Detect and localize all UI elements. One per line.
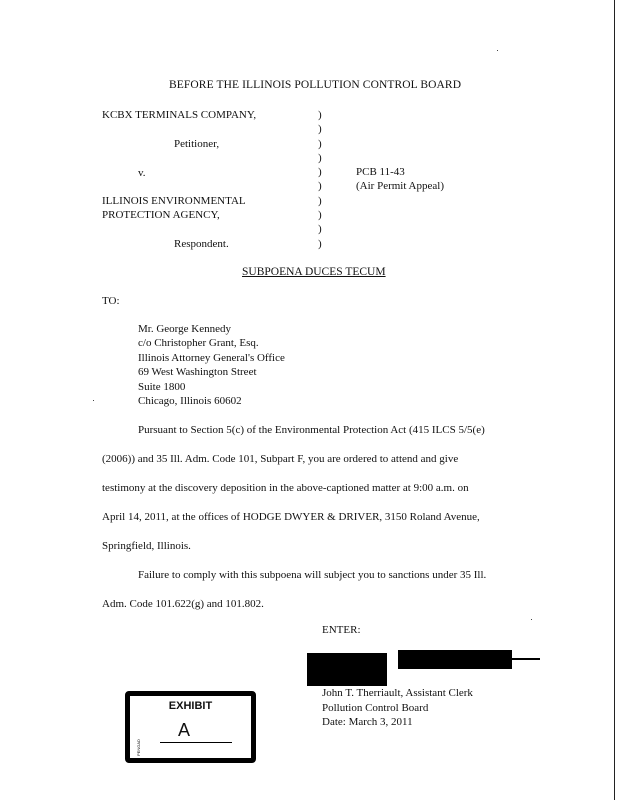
enter-label: ENTER: (322, 624, 361, 636)
body-line: testimony at the discovery deposition in the above-captioned matter at 9:00 a.m. on (102, 482, 469, 494)
respondent-name-line2: PROTECTION AGENCY, (102, 209, 220, 221)
page-title: BEFORE THE ILLINOIS POLLUTION CONTROL BOARD (169, 79, 462, 91)
redacted-signature (398, 650, 512, 669)
body-line: Failure to comply with this subpoena will subject you to sanctions under 35 Ill. (138, 569, 487, 581)
caption-paren: ) (318, 209, 322, 221)
exhibit-letter: A (178, 720, 191, 740)
signature-line: John T. Therriault, Assistant Clerk (322, 687, 473, 699)
address-line: 69 West Washington Street (138, 366, 257, 378)
exhibit-label: EXHIBIT (168, 700, 213, 712)
signature-line: Pollution Control Board (322, 702, 429, 714)
caption-paren: ) (318, 180, 322, 192)
caption-paren: ) (318, 238, 322, 250)
respondent-role: Respondent. (174, 238, 229, 250)
page-edge (614, 0, 615, 800)
address-line: Mr. George Kennedy (138, 323, 231, 335)
caption-paren: ) (318, 123, 322, 135)
scan-speck (93, 400, 94, 401)
case-number: PCB 11-43 (356, 166, 405, 178)
caption-paren: ) (318, 166, 322, 178)
to-label: TO: (102, 295, 120, 307)
scan-speck (531, 619, 532, 620)
exhibit-underline (160, 742, 232, 743)
body-line: Springfield, Illinois. (102, 540, 191, 552)
address-line: Illinois Attorney General's Office (138, 352, 285, 364)
signature-line: Date: March 3, 2011 (322, 716, 413, 728)
body-line: (2006)) and 35 Ill. Adm. Code 101, Subpart F, you are ordered to attend and give (102, 453, 459, 465)
versus-label: v. (138, 167, 146, 179)
body-line: Pursuant to Section 5(c) of the Environmental Protection Act (415 ILCS 5/5(e) (138, 424, 485, 436)
petitioner-role: Petitioner, (174, 138, 220, 150)
case-type: (Air Permit Appeal) (356, 180, 444, 192)
address-line: c/o Christopher Grant, Esq. (138, 337, 259, 349)
exhibit-sticker (125, 691, 256, 763)
caption-paren: ) (318, 109, 322, 121)
caption-paren: ) (318, 138, 322, 150)
address-line: Chicago, Illinois 60602 (138, 395, 242, 407)
caption-paren: ) (318, 223, 322, 235)
scan-speck (497, 50, 498, 51)
respondent-name-line1: ILLINOIS ENVIRONMENTAL (102, 195, 246, 207)
subpoena-title: SUBPOENA DUCES TECUM (242, 266, 386, 278)
exhibit-vendor-text: PENGAD (136, 739, 141, 756)
caption-paren: ) (318, 195, 322, 207)
address-line: Suite 1800 (138, 381, 186, 393)
caption-paren: ) (318, 152, 322, 164)
body-line: April 14, 2011, at the offices of HODGE DWYER & DRIVER, 3150 Roland Avenue, (102, 511, 480, 523)
signature-stroke (510, 658, 540, 660)
redacted-signature (307, 653, 387, 686)
petitioner-name: KCBX TERMINALS COMPANY, (102, 109, 257, 121)
body-line: Adm. Code 101.622(g) and 101.802. (102, 598, 264, 610)
